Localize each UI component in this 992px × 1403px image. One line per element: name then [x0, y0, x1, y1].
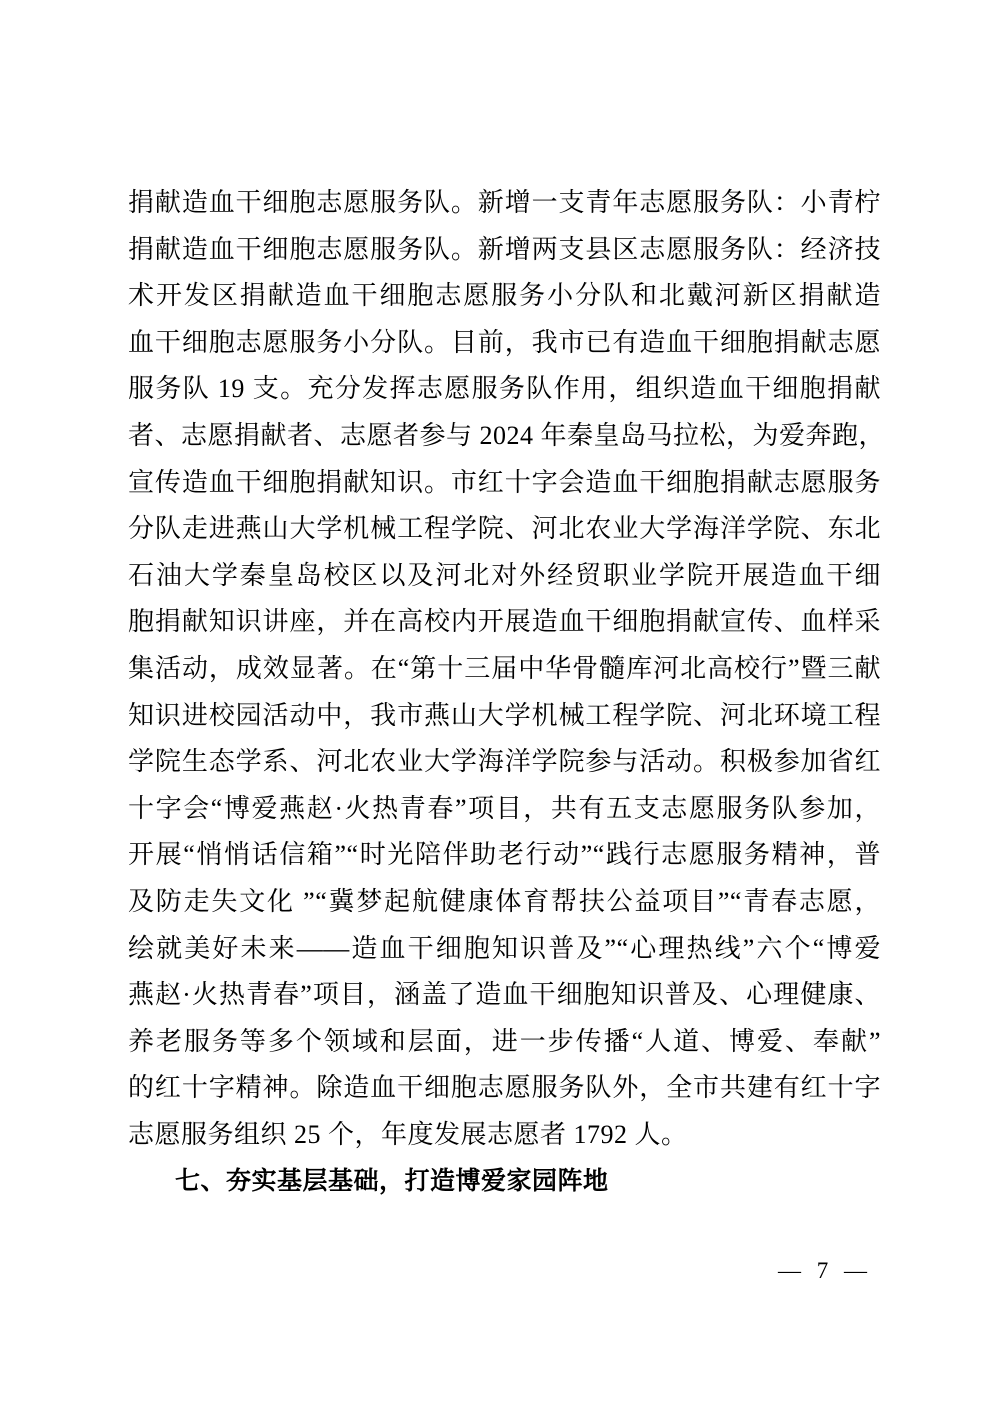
body-line: 的红十字精神。除造血干细胞志愿服务队外，全市共建有红十字	[128, 1073, 881, 1103]
body-line: 血干细胞志愿服务小分队。目前，我市已有造血干细胞捐献志愿	[128, 327, 881, 357]
body-line: 服务队 19 支。充分发挥志愿服务队作用，组织造血干细胞捐献	[128, 374, 881, 404]
body-line: 石油大学秦皇岛校区以及河北对外经贸职业学院开展造血干细	[128, 560, 881, 590]
body-line: 术开发区捐献造血干细胞志愿服务小分队和北戴河新区捐献造	[128, 281, 881, 311]
body-line: 燕赵·火热青春”项目，涵盖了造血干细胞知识普及、心理健康、	[128, 980, 881, 1010]
body-line: 志愿服务组织 25 个，年度发展志愿者 1792 人。	[128, 1119, 688, 1149]
page-number: — 7 —	[778, 1258, 868, 1283]
body-line: 养老服务等多个领域和层面，进一步传播“人道、博爱、奉献”	[128, 1026, 881, 1056]
body-line: 集活动，成效显著。在“第十三届中华骨髓库河北高校行”暨三献	[128, 653, 881, 683]
body-line: 分队走进燕山大学机械工程学院、河北农业大学海洋学院、东北	[128, 514, 881, 544]
body-line: 捐献造血干细胞志愿服务队。新增两支县区志愿服务队：经济技	[128, 234, 881, 264]
body-line: 知识进校园活动中，我市燕山大学机械工程学院、河北环境工程	[128, 700, 881, 730]
body-line: 宣传造血干细胞捐献知识。市红十字会造血干细胞捐献志愿服务	[128, 467, 881, 497]
section-heading: 七、夯实基层基础，打造博爱家园阵地	[175, 1167, 609, 1196]
body-line: 学院生态学系、河北农业大学海洋学院参与活动。积极参加省红	[128, 747, 881, 777]
body-text-block	[128, 180, 886, 1205]
body-line: 及防走失文化 ”“冀梦起航健康体育帮扶公益项目”“青春志愿，	[128, 886, 881, 916]
body-line: 绘就美好未来——造血干细胞知识普及”“心理热线”六个“博爱	[128, 933, 881, 963]
body-line: 开展“悄悄话信箱”“时光陪伴助老行动”“践行志愿服务精神，普	[128, 840, 881, 870]
body-line: 十字会“博爱燕赵·火热青春”项目，共有五支志愿服务队参加，	[128, 793, 881, 823]
body-line: 者、志愿捐献者、志愿者参与 2024 年秦皇岛马拉松，为爱奔跑，	[128, 420, 886, 450]
body-line: 胞捐献知识讲座，并在高校内开展造血干细胞捐献宣传、血样采	[128, 607, 881, 637]
body-line: 捐献造血干细胞志愿服务队。新增一支青年志愿服务队：小青柠	[128, 188, 881, 217]
